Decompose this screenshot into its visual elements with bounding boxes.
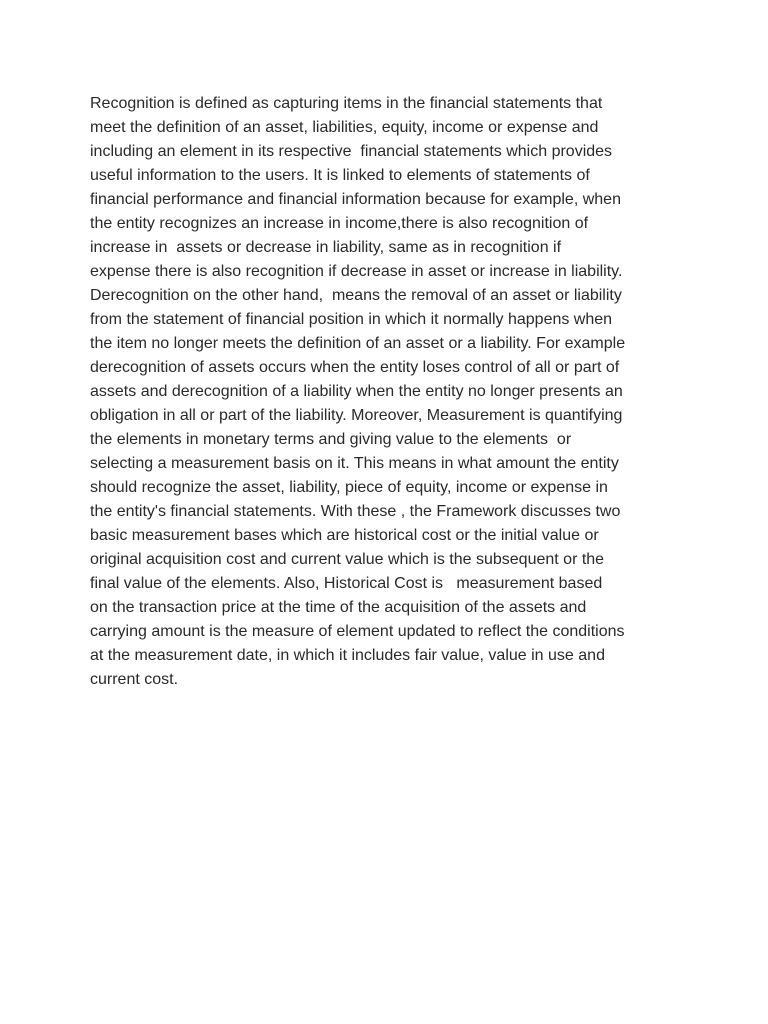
text-line: original acquisition cost and current value which is the subsequent or the xyxy=(90,551,605,568)
text-line: meet the definition of an asset, liabilities, equity, income or expense and xyxy=(90,119,599,136)
text-line: final value of the elements. Also, Historical Cost is measurement based xyxy=(90,575,603,592)
text-line: the elements in monetary terms and giving value to the elements or xyxy=(90,431,572,448)
document-body xyxy=(90,92,690,692)
text-line: obligation in all or part of the liability. Moreover, Measurement is quantifying xyxy=(90,407,623,424)
text-line: Derecognition on the other hand, means the removal of an asset or liability xyxy=(90,287,622,304)
text-line: at the measurement date, in which it includes fair value, value in use and xyxy=(90,647,605,664)
text-line: the entity's financial statements. With these , the Framework discusses two xyxy=(90,503,621,520)
text-line: selecting a measurement basis on it. This means in what amount the entity xyxy=(90,455,619,472)
text-line: expense there is also recognition if decrease in asset or increase in liability. xyxy=(90,263,623,280)
text-line: financial performance and financial information because for example, when xyxy=(90,191,621,208)
text-line: Recognition is defined as capturing items in the financial statements that xyxy=(90,95,603,112)
text-line: useful information to the users. It is linked to elements of statements of xyxy=(90,167,590,184)
text-line: basic measurement bases which are historical cost or the initial value or xyxy=(90,527,599,544)
text-line: derecognition of assets occurs when the entity loses control of all or part of xyxy=(90,359,620,376)
text-line: on the transaction price at the time of the acquisition of the assets and xyxy=(90,599,587,616)
text-line: current cost. xyxy=(90,671,179,688)
text-line: including an element in its respective financial statements which provides xyxy=(90,143,613,160)
text-line: assets and derecognition of a liability when the entity no longer presents an xyxy=(90,383,623,400)
text-line: the item no longer meets the definition of an asset or a liability. For example xyxy=(90,335,626,352)
text-line: the entity recognizes an increase in income,there is also recognition of xyxy=(90,215,589,232)
text-line: carrying amount is the measure of element updated to reflect the conditions xyxy=(90,623,625,640)
text-line: from the statement of financial position in which it normally happens when xyxy=(90,311,613,328)
text-line: increase in assets or decrease in liability, same as in recognition if xyxy=(90,239,562,256)
text-line: should recognize the asset, liability, piece of equity, income or expense in xyxy=(90,479,608,496)
